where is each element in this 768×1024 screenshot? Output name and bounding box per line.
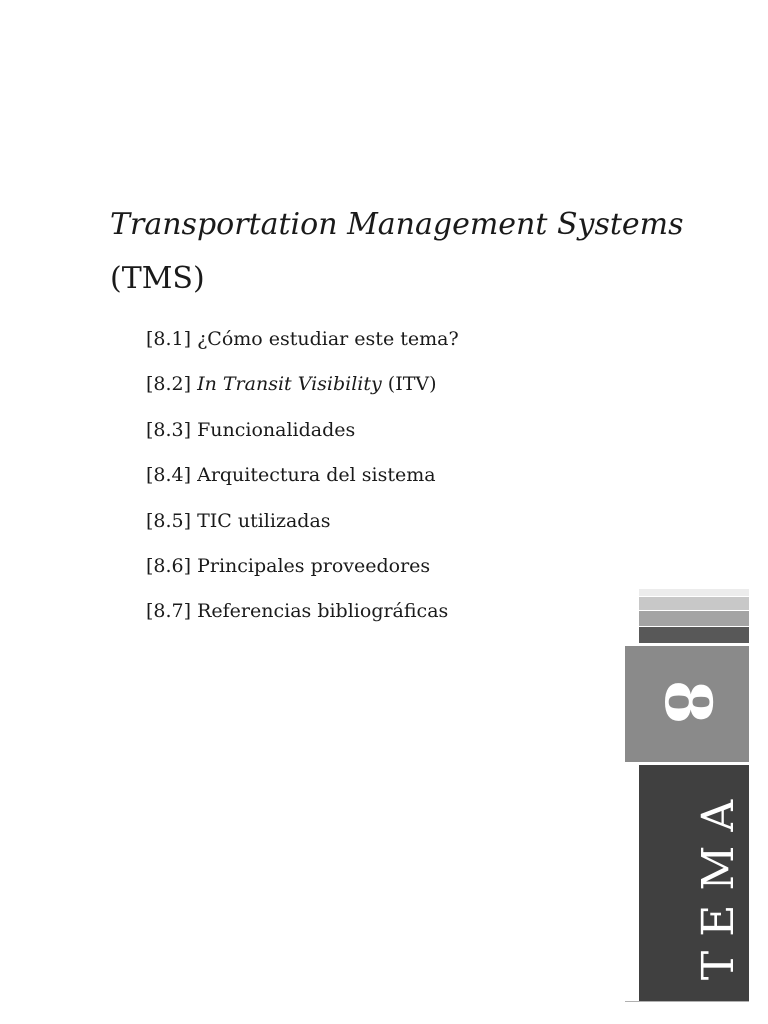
tab-stripe-light (639, 597, 749, 610)
title-main: Transportation Management Systems (110, 207, 684, 242)
tab-stripe-medium (639, 611, 749, 626)
toc-number: [8.3] (146, 418, 192, 441)
toc-item-8-3[interactable] (146, 411, 459, 456)
table-of-contents (146, 320, 459, 638)
toc-text: TIC utilizadas (197, 509, 331, 532)
toc-number: [8.5] (146, 509, 192, 532)
page-title (110, 198, 710, 306)
tab-base-divider (625, 1001, 749, 1002)
toc-item-8-7[interactable] (146, 592, 459, 637)
toc-italic-text: In Transit Visibility (197, 373, 382, 396)
toc-number: [8.4] (146, 464, 192, 487)
toc-item-8-2[interactable] (146, 365, 459, 410)
title-abbrev: (TMS) (110, 261, 205, 296)
toc-text: Principales proveedores (197, 554, 431, 577)
toc-text: Arquitectura del sistema (197, 464, 436, 487)
chapter-number-box (625, 646, 749, 762)
toc-text: (ITV) (387, 373, 437, 396)
toc-item-8-1[interactable] (146, 320, 459, 365)
toc-text: Referencias bibliográficas (197, 600, 449, 623)
toc-number: [8.6] (146, 554, 192, 577)
toc-number: [8.2] (146, 373, 192, 396)
toc-item-8-5[interactable] (146, 502, 459, 547)
toc-item-8-6[interactable] (146, 547, 459, 592)
tab-stripe-lightest (639, 589, 749, 596)
chapter-label-box (639, 765, 749, 1001)
toc-text: Funcionalidades (197, 418, 356, 441)
toc-number: [8.7] (146, 600, 192, 623)
chapter-number: 8 (650, 679, 725, 725)
toc-item-8-4[interactable] (146, 456, 459, 501)
chapter-label: TEMA (693, 785, 744, 981)
toc-number: [8.1] (146, 328, 192, 350)
toc-text: ¿Cómo estudiar este tema? (197, 328, 459, 350)
tab-stripe-dark (639, 627, 749, 643)
